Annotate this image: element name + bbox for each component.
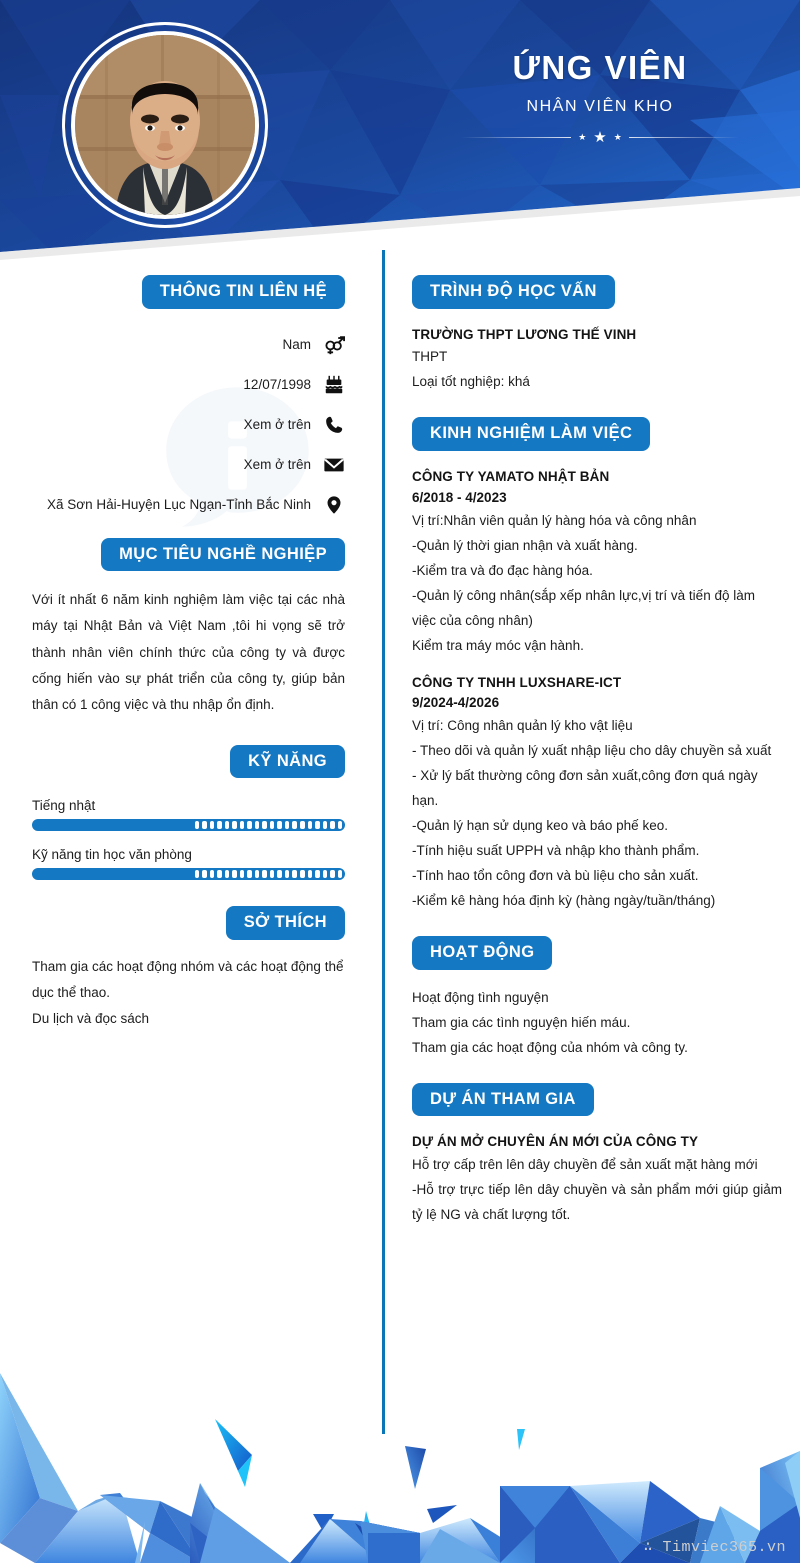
phone-icon <box>323 414 345 436</box>
hobbies-line-1: Tham gia các hoạt động nhóm và các hoạt động thể dục thể thao. <box>32 958 344 1000</box>
experience-line: Vị trí:Nhân viên quản lý hàng hóa và công nhân <box>412 512 697 528</box>
spacer <box>412 395 782 417</box>
experience-line: -Kiểm kê hàng hóa định kỳ (hàng ngày/tuần/tháng) <box>412 893 716 909</box>
education-school: TRƯỜNG THPT LƯƠNG THẾ VINH <box>412 326 637 342</box>
right-column <box>412 275 782 1228</box>
candidate-role: NHÂN VIÊN KHO <box>526 98 674 116</box>
education-level: THPT <box>412 349 448 365</box>
hobbies-line-2: Du lịch và đọc sách <box>32 1011 150 1027</box>
contact-value-email: Xem ở trên <box>243 457 311 472</box>
skill-label: Tiếng nhật <box>32 798 96 814</box>
divider-rule-right <box>629 137 739 138</box>
contact-list <box>0 334 366 516</box>
shard <box>368 1533 420 1563</box>
spacer <box>412 914 782 936</box>
shard <box>405 1446 426 1489</box>
name-block <box>430 50 770 145</box>
experience-company: CÔNG TY TNHH LUXSHARE-ICT <box>412 674 622 690</box>
experience-company: CÔNG TY YAMATO NHẬT BẢN <box>412 468 610 484</box>
contact-item-phone <box>0 414 345 436</box>
contact-item-email <box>0 454 345 476</box>
skill-progress-bar <box>32 819 345 831</box>
experience-period: 6/2018 - 4/2023 <box>412 489 507 505</box>
contact-item-gender <box>0 334 345 356</box>
experience-line: Kiểm tra máy móc vận hành. <box>412 637 584 653</box>
avatar-inner <box>71 31 259 219</box>
experience-heading-row <box>412 417 782 451</box>
shard <box>427 1505 457 1523</box>
gender-icon <box>323 334 345 356</box>
objective-heading-row <box>0 538 366 572</box>
site-watermark: ∴ Timviec365.vn <box>643 1539 786 1556</box>
experience-line: -Quản lý công nhân(sắp xếp nhân lực,vị trí và tiến độ làm việc của công nhân) <box>412 587 755 628</box>
objective-text: Với ít nhất 6 năm kinh nghiệm làm việc tại các nhà máy tại Nhật Bản và Việt Nam ,tôi hi vọng sẽ trở thành nhân viên chính thức của công ty và được cống hiến vào sự phát triển của công ty, giúp bản thân có 1 công việc và thu nhập ổn định. <box>32 592 345 713</box>
envelope-icon <box>323 454 345 476</box>
contact-item-birthday <box>0 374 345 396</box>
skill-item <box>32 847 345 880</box>
footer-polygon-decoration <box>0 1343 800 1563</box>
shard <box>517 1429 525 1450</box>
experience-entry-1 <box>412 467 782 659</box>
page-title: ỨNG VIÊN <box>512 49 688 86</box>
project-title: DỰ ÁN MỞ CHUYÊN ÁN MỚI CỦA CÔNG TY <box>412 1134 699 1150</box>
experience-line: - Xử lý bất thường công đơn sản xuất,công đơn quá ngày hạn. <box>412 768 758 809</box>
cv-header <box>0 0 800 268</box>
star-big-icon: ★ <box>593 129 607 147</box>
contact-value-birthday: 12/07/1998 <box>243 377 311 392</box>
birthday-cake-icon <box>323 374 345 396</box>
section-heading-activities: HOẠT ĐỘNG <box>412 936 552 970</box>
education-entry <box>412 325 782 396</box>
star-small-left-icon: ★ <box>578 132 587 143</box>
shard <box>200 1507 290 1563</box>
cv-footer <box>0 1343 800 1563</box>
column-divider <box>382 250 385 1434</box>
experience-line: -Tính hao tổn công đơn và bù liệu cho sản xuất. <box>412 868 699 884</box>
activity-line: Hoạt động tình nguyện <box>412 989 549 1005</box>
experience-line: -Quản lý thời gian nhận và xuất hàng. <box>412 537 638 553</box>
skill-progress-bar <box>32 868 345 880</box>
activity-line: Tham gia các tình nguyện hiến máu. <box>412 1014 631 1030</box>
contact-value-address: Xã Sơn Hải-Huyện Lục Ngạn-Tỉnh Bắc Ninh <box>47 497 311 512</box>
experience-line: Vị trí: Công nhân quản lý kho vật liệu <box>412 718 633 734</box>
skills-list <box>0 798 366 880</box>
experience-line: -Tính hiệu suất UPPH và nhập kho thành phẩm. <box>412 843 700 859</box>
avatar <box>62 22 268 228</box>
section-heading-hobbies: SỞ THÍCH <box>226 906 345 940</box>
experience-period: 9/2024-4/2026 <box>412 695 500 711</box>
skills-heading-row <box>0 745 366 779</box>
skill-item <box>32 798 345 831</box>
project-entry <box>412 1132 782 1228</box>
skill-label: Kỹ năng tin học văn phòng <box>32 847 192 863</box>
spacer <box>412 1061 782 1083</box>
contact-value-gender: Nam <box>282 337 311 352</box>
contact-heading-row <box>0 275 366 309</box>
star-small-right-icon: ★ <box>613 132 622 143</box>
contact-item-address <box>0 494 345 516</box>
skill-bar-dashes <box>195 819 345 831</box>
hobbies-heading-row <box>0 906 366 940</box>
education-heading-row <box>412 275 782 309</box>
skill-bar-dashes <box>195 868 345 880</box>
activity-line: Tham gia các hoạt động của nhóm và công ty. <box>412 1039 688 1055</box>
location-pin-icon <box>323 494 345 516</box>
experience-line: -Kiểm tra và đo đạc hàng hóa. <box>412 562 593 578</box>
experience-line: -Quản lý hạn sử dụng keo và báo phế keo. <box>412 818 668 834</box>
experience-line: - Theo dõi và quản lý xuất nhập liệu cho dây chuyền sả xuất <box>412 743 772 759</box>
star-divider <box>430 130 770 145</box>
section-heading-projects: DỰ ÁN THAM GIA <box>412 1083 594 1117</box>
section-heading-skills: KỸ NĂNG <box>230 745 345 779</box>
candidate-photo <box>75 35 255 215</box>
divider-rule-left <box>461 137 571 138</box>
section-heading-contact: THÔNG TIN LIÊN HỆ <box>142 275 345 309</box>
activities-heading-row <box>412 936 782 970</box>
spacer <box>412 659 782 673</box>
education-grade: Loại tốt nghiệp: khá <box>412 374 530 390</box>
activities-list <box>412 986 782 1061</box>
section-heading-objective: MỤC TIÊU NGHỀ NGHIỆP <box>101 538 345 572</box>
project-line: Hỗ trợ cấp trên lên dây chuyền để sản xuất mặt hàng mới <box>412 1156 758 1172</box>
section-heading-education: TRÌNH ĐỘ HỌC VẤN <box>412 275 615 309</box>
section-heading-experience: KINH NGHIỆM LÀM VIỆC <box>412 417 650 451</box>
experience-entry-2 <box>412 673 782 915</box>
contact-value-phone: Xem ở trên <box>243 417 311 432</box>
project-line: -Hỗ trợ trực tiếp lên dây chuyền và sản phẩm mới giúp giảm tỷ lệ NG và chất lượng tốt. <box>412 1181 782 1222</box>
projects-heading-row <box>412 1083 782 1117</box>
left-column <box>0 275 366 1033</box>
